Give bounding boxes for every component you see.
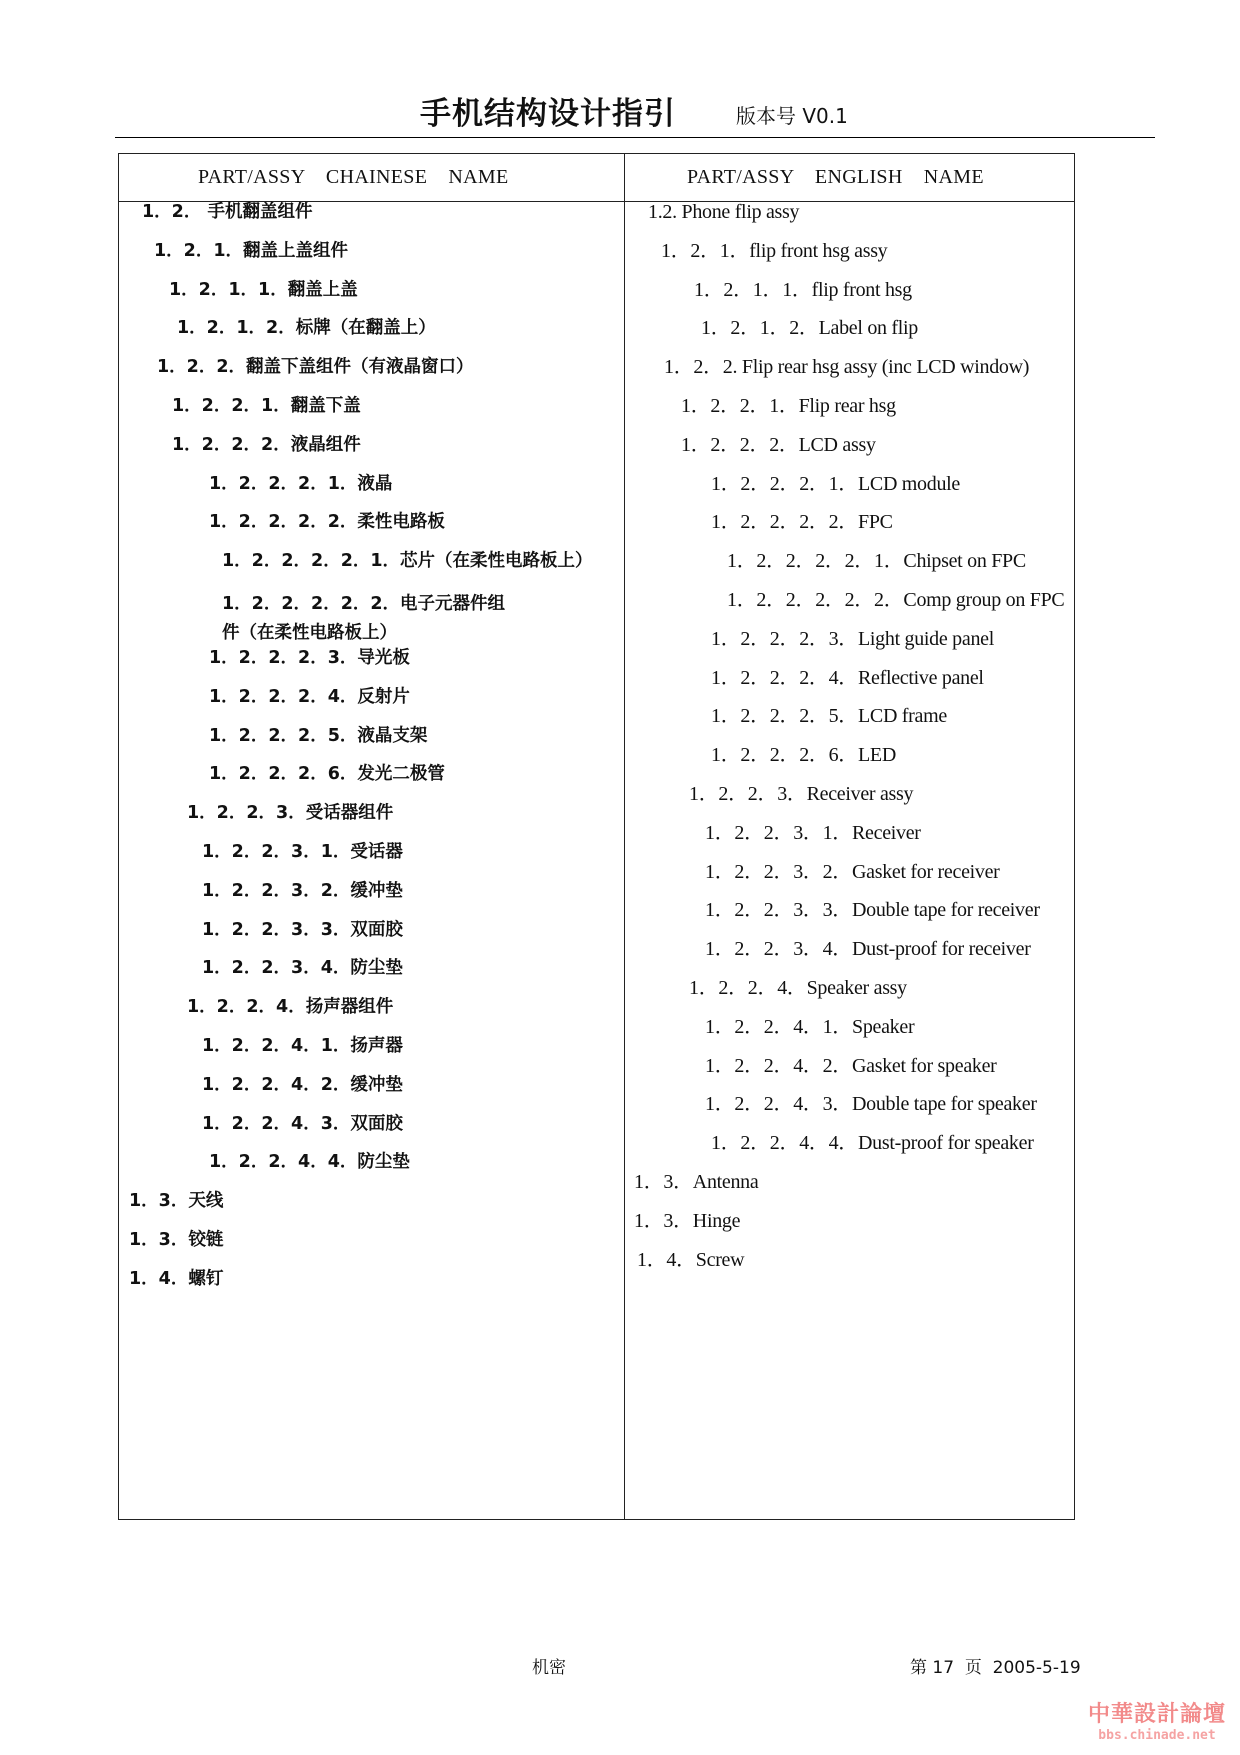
part-item: 1．3．铰链 (129, 1229, 224, 1250)
part-item: 1．2．2．2．5．液晶支架 (209, 725, 428, 746)
part-item: 1．2．2．4．3．Double tape for speaker (705, 1093, 1037, 1116)
part-item: 1．2．2．1．Flip rear hsg (681, 394, 896, 417)
part-item: 1．4．Screw (637, 1248, 745, 1271)
part-item: 1．2．2．3．2．Gasket for receiver (705, 860, 1000, 883)
part-item: 1．2．2．3．3．双面胶 (202, 919, 403, 940)
chinese-name-column-header: PART/ASSY CHAINESE NAME (198, 166, 509, 188)
part-item: 1．2．2．2．2．柔性电路板 (209, 512, 445, 533)
part-item: 1．2．2．3．4．防尘垫 (202, 958, 403, 979)
part-item: 1．2． 手机翻盖组件 (142, 202, 313, 222)
part-item: 1．3．Hinge (634, 1209, 741, 1232)
english-name-column-header: PART/ASSY ENGLISH NAME (687, 166, 984, 188)
part-item: 1．2．2．2．6．发光二极管 (209, 764, 445, 785)
part-item: 1．2．2．4．3．双面胶 (202, 1113, 403, 1134)
part-item: 1．2．2．3．1．受话器 (202, 841, 403, 862)
part-item: 1．2．2．2．4．Reflective panel (711, 666, 984, 689)
part-item: 1．2．2．2．2．FPC (711, 511, 893, 534)
part-item: 1．2．2．2．2．2．电子元器件组件（在柔性电路板上） (222, 593, 506, 643)
chinese-parts-list (119, 202, 622, 1308)
part-item: 1．2．1．翻盖上盖组件 (154, 240, 349, 261)
part-item: 1．2．2．翻盖下盖组件（有液晶窗口） (157, 357, 474, 378)
english-parts-list (626, 202, 1074, 1288)
part-item: 1．4．螺钉 (129, 1268, 224, 1289)
part-item: 1．2．1．2．Label on flip (701, 317, 919, 340)
part-item: 1．2．2．3．受话器组件 (187, 803, 394, 824)
version-number: 版本号 V0.1 (736, 104, 848, 128)
document-title: 手机结构设计指引 (420, 96, 676, 132)
part-item: 1.2. Phone flip assy (648, 201, 800, 223)
part-item: 1．3．天线 (129, 1191, 224, 1212)
part-item: 1．2．2．4．扬声器组件 (187, 997, 394, 1018)
part-item: 1．2．2．3．3．Double tape for receiver (705, 899, 1040, 922)
part-item: 1．2．2．2．2．1．Chipset on FPC (727, 550, 1026, 573)
part-item: 1．2．2．4．4．防尘垫 (209, 1152, 410, 1173)
part-item: 1．2．2．3．4．Dust-proof for receiver (705, 938, 1031, 961)
part-item: 1．2．2．3．1．Receiver (705, 821, 921, 844)
part-item: 1．2．2．2．3．导光板 (209, 647, 410, 668)
part-item: 1．2．2. Flip rear hsg assy (inc LCD window) (664, 356, 1030, 379)
part-item: 1．2．2．4．1．Speaker (705, 1015, 915, 1038)
part-item: 1．2．2．2．1．液晶 (209, 473, 393, 494)
part-item: 1．2．2．4．2．Gasket for speaker (705, 1054, 997, 1077)
part-item: 1．2．2．2．6．LED (711, 744, 896, 767)
column-divider (624, 154, 625, 1519)
part-item: 1．2．2．2．5．LCD frame (711, 705, 947, 728)
part-item: 1．2．2．3．Receiver assy (689, 782, 914, 805)
watermark-url: bbs.chinade.net (1098, 1728, 1216, 1743)
part-item: 1．2．2．4．4．Dust-proof for speaker (711, 1132, 1034, 1155)
part-item: 1．2．2．2．2．2．Comp group on FPC (727, 588, 1065, 611)
part-item: 1．2．2．2．4．反射片 (209, 686, 410, 707)
part-item: 1．2．1．1．flip front hsg (694, 278, 912, 301)
part-item: 1．2．2．2．1．LCD module (711, 472, 960, 495)
watermark (1082, 1697, 1232, 1743)
part-item: 1．3．Antenna (634, 1170, 759, 1193)
part-item: 1．2．2．4．2．缓冲垫 (202, 1074, 403, 1095)
part-item: 1．2．2．2．液晶组件 (172, 434, 361, 455)
part-item: 1．2．2．4．Speaker assy (689, 976, 907, 999)
part-item: 1．2．2．1．翻盖下盖 (172, 395, 361, 416)
parts-table (118, 153, 1075, 1520)
part-item: 1．2．2．2．3．Light guide panel (711, 627, 994, 650)
page-info: 第 17 页 2005-5-19 (910, 1658, 1081, 1678)
part-item: 1．2．2．2．2．1．芯片（在柔性电路板上） (222, 551, 593, 572)
part-item: 1．2．1．flip front hsg assy (661, 239, 888, 262)
part-item: 1．2．2．2．LCD assy (681, 433, 876, 456)
part-item: 1．2．2．3．2．缓冲垫 (202, 880, 403, 901)
part-item: 1．2．2．4．1．扬声器 (202, 1035, 403, 1056)
watermark-logo: 中華設計論壇 (1087, 1702, 1226, 1727)
part-item: 1．2．1．2．标牌（在翻盖上） (177, 318, 436, 339)
header-divider (115, 137, 1155, 138)
confidential-label: 机密 (532, 1658, 566, 1678)
part-item: 1．2．1．1．翻盖上盖 (169, 279, 358, 300)
